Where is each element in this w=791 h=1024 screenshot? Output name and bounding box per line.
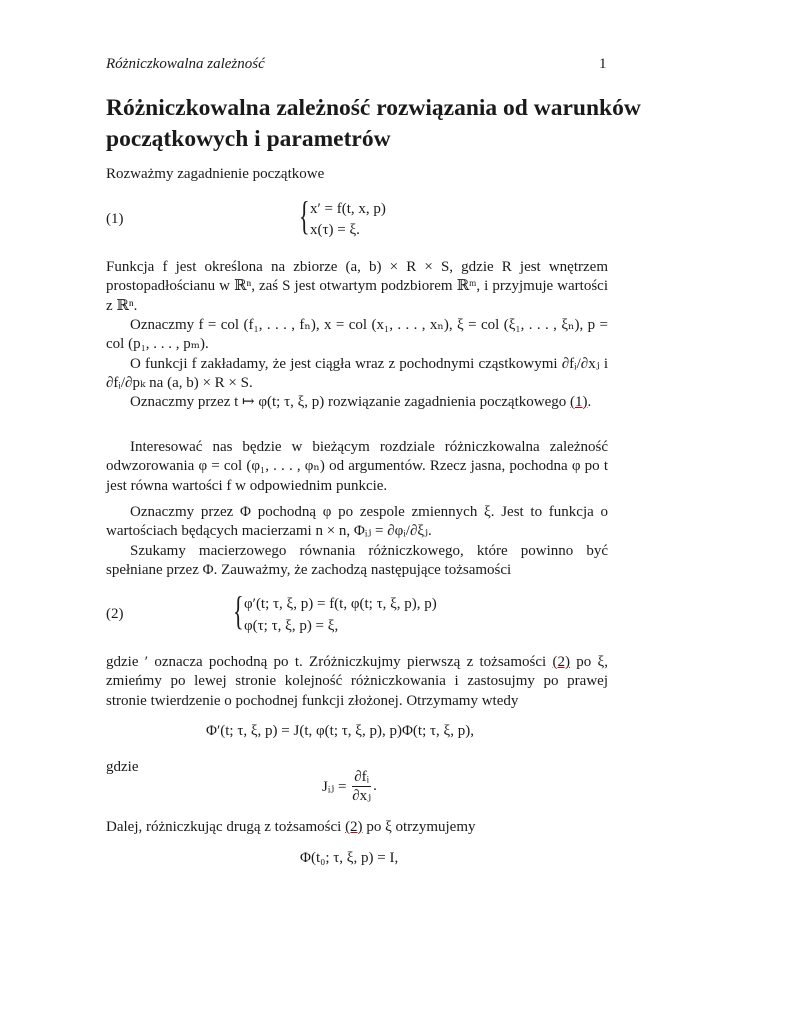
paragraph-solution-text: Oznaczmy przez t ↦ φ(t; τ, ξ, p) rozwiązanie zagadnienia początkowego xyxy=(130,394,567,410)
page-number: 1 xyxy=(599,56,607,72)
paragraph-second-identity-a: Dalej, różniczkując drugą z tożsamości xyxy=(106,819,342,835)
equation-5: Φ(t₀; τ, ξ, p) = I, xyxy=(300,850,399,866)
paragraph-notation: Oznaczmy f = col (f₁, . . . , fₙ), x = col (x₁, . . . , xₙ), ξ = col (ξ₁, . . . , ξₙ), p = col (p₁, . . . , pₘ). xyxy=(106,317,608,353)
paragraph-interest: Interesować nas będzie w bieżącym rozdziale różniczkowalna zależność odwzorowania φ = col (φ₁, . . . , φₙ) od argumentów. Rzecz jasna, pochodna φ po t jest równa wartości f w odpowiednim punkcie. xyxy=(106,439,608,494)
equation-4-denominator: ∂xⱼ xyxy=(352,788,372,804)
paragraph-second-identity xyxy=(106,818,608,837)
equation-4 xyxy=(322,768,377,805)
paragraph-assumptions: O funkcji f zakładamy, że jest ciągła wraz z pochodnymi cząstkowymi ∂fᵢ/∂xⱼ i ∂fᵢ/∂pₖ na (a, b) × R × S. xyxy=(106,356,608,392)
equation-2-line-2: φ(τ; τ, ξ, p) = ξ, xyxy=(244,618,339,634)
reference-link-eq2-b[interactable]: (2) xyxy=(345,819,363,835)
reference-link-eq2-a[interactable]: (2) xyxy=(552,654,570,670)
paragraph-solution xyxy=(106,393,608,412)
reference-link-eq1[interactable]: (1) xyxy=(570,394,588,410)
paragraph-matrix-equation: Szukamy macierzowego równania różniczkowego, które powinno być spełniane przez Φ. Zauważmy, że zachodzą następujące tożsamości xyxy=(106,543,608,579)
intro-paragraph: Rozważmy zagadnienie początkowe xyxy=(106,166,325,182)
paragraph-differentiate xyxy=(106,653,608,711)
gdzie-text: gdzie xyxy=(106,759,139,775)
equation-4-fraction xyxy=(350,768,373,805)
equation-2-line-1: φ′(t; τ, ξ, p) = f(t, φ(t; τ, ξ, p), p) xyxy=(244,596,437,612)
equation-1-label: (1) xyxy=(106,211,124,227)
equation-2-brace: { xyxy=(233,588,244,633)
equation-1-brace: { xyxy=(299,193,310,238)
paragraph-phi-definition: Oznaczmy przez Φ pochodną φ po zespole zmiennych ξ. Jest to funkcja o wartościach będących macierzami n × n, Φᵢⱼ = ∂φᵢ/∂ξⱼ. xyxy=(106,504,608,540)
paragraph-differentiate-a: gdzie ′ oznacza pochodną po t. Zróżniczkujmy pierwszą z tożsamości xyxy=(106,654,547,670)
equation-2-label: (2) xyxy=(106,606,124,622)
running-head-title: Różniczkowalna zależność xyxy=(106,56,265,72)
equation-3: Φ′(t; τ, ξ, p) = J(t, φ(t; τ, ξ, p), p)Φ(t; τ, ξ, p), xyxy=(206,723,474,739)
equation-4-lhs: Jᵢⱼ = xyxy=(322,779,347,795)
equation-1-line-1: x′ = f(t, x, p) xyxy=(310,201,386,217)
paragraph-second-identity-b: po ξ otrzymujemy xyxy=(366,819,476,835)
equation-4-end: . xyxy=(373,778,377,794)
equation-1-line-2: x(τ) = ξ. xyxy=(310,222,360,238)
section-title: Różniczkowalna zależność rozwiązania od warunków początkowych i parametrów xyxy=(106,95,641,152)
paragraph-differentiate-b: po ξ, zmieńmy po lewej stronie kolejność różniczkowania i zastosujmy po prawej stronie twierdzenie o pochodnej funkcji złożonej. Otrzymamy wtedy xyxy=(106,654,608,709)
equation-4-numerator: ∂fᵢ xyxy=(354,769,370,785)
paragraph-solution-end: . xyxy=(587,394,592,410)
paragraph-definition-f: Funkcja f jest określona na zbiorze (a, b) × R × S, gdzie R jest wnętrzem prostopadłościanu w ℝⁿ, zaś S jest otwartym podzbiorem ℝᵐ, i przyjmuje wartości z ℝⁿ. xyxy=(106,259,608,314)
